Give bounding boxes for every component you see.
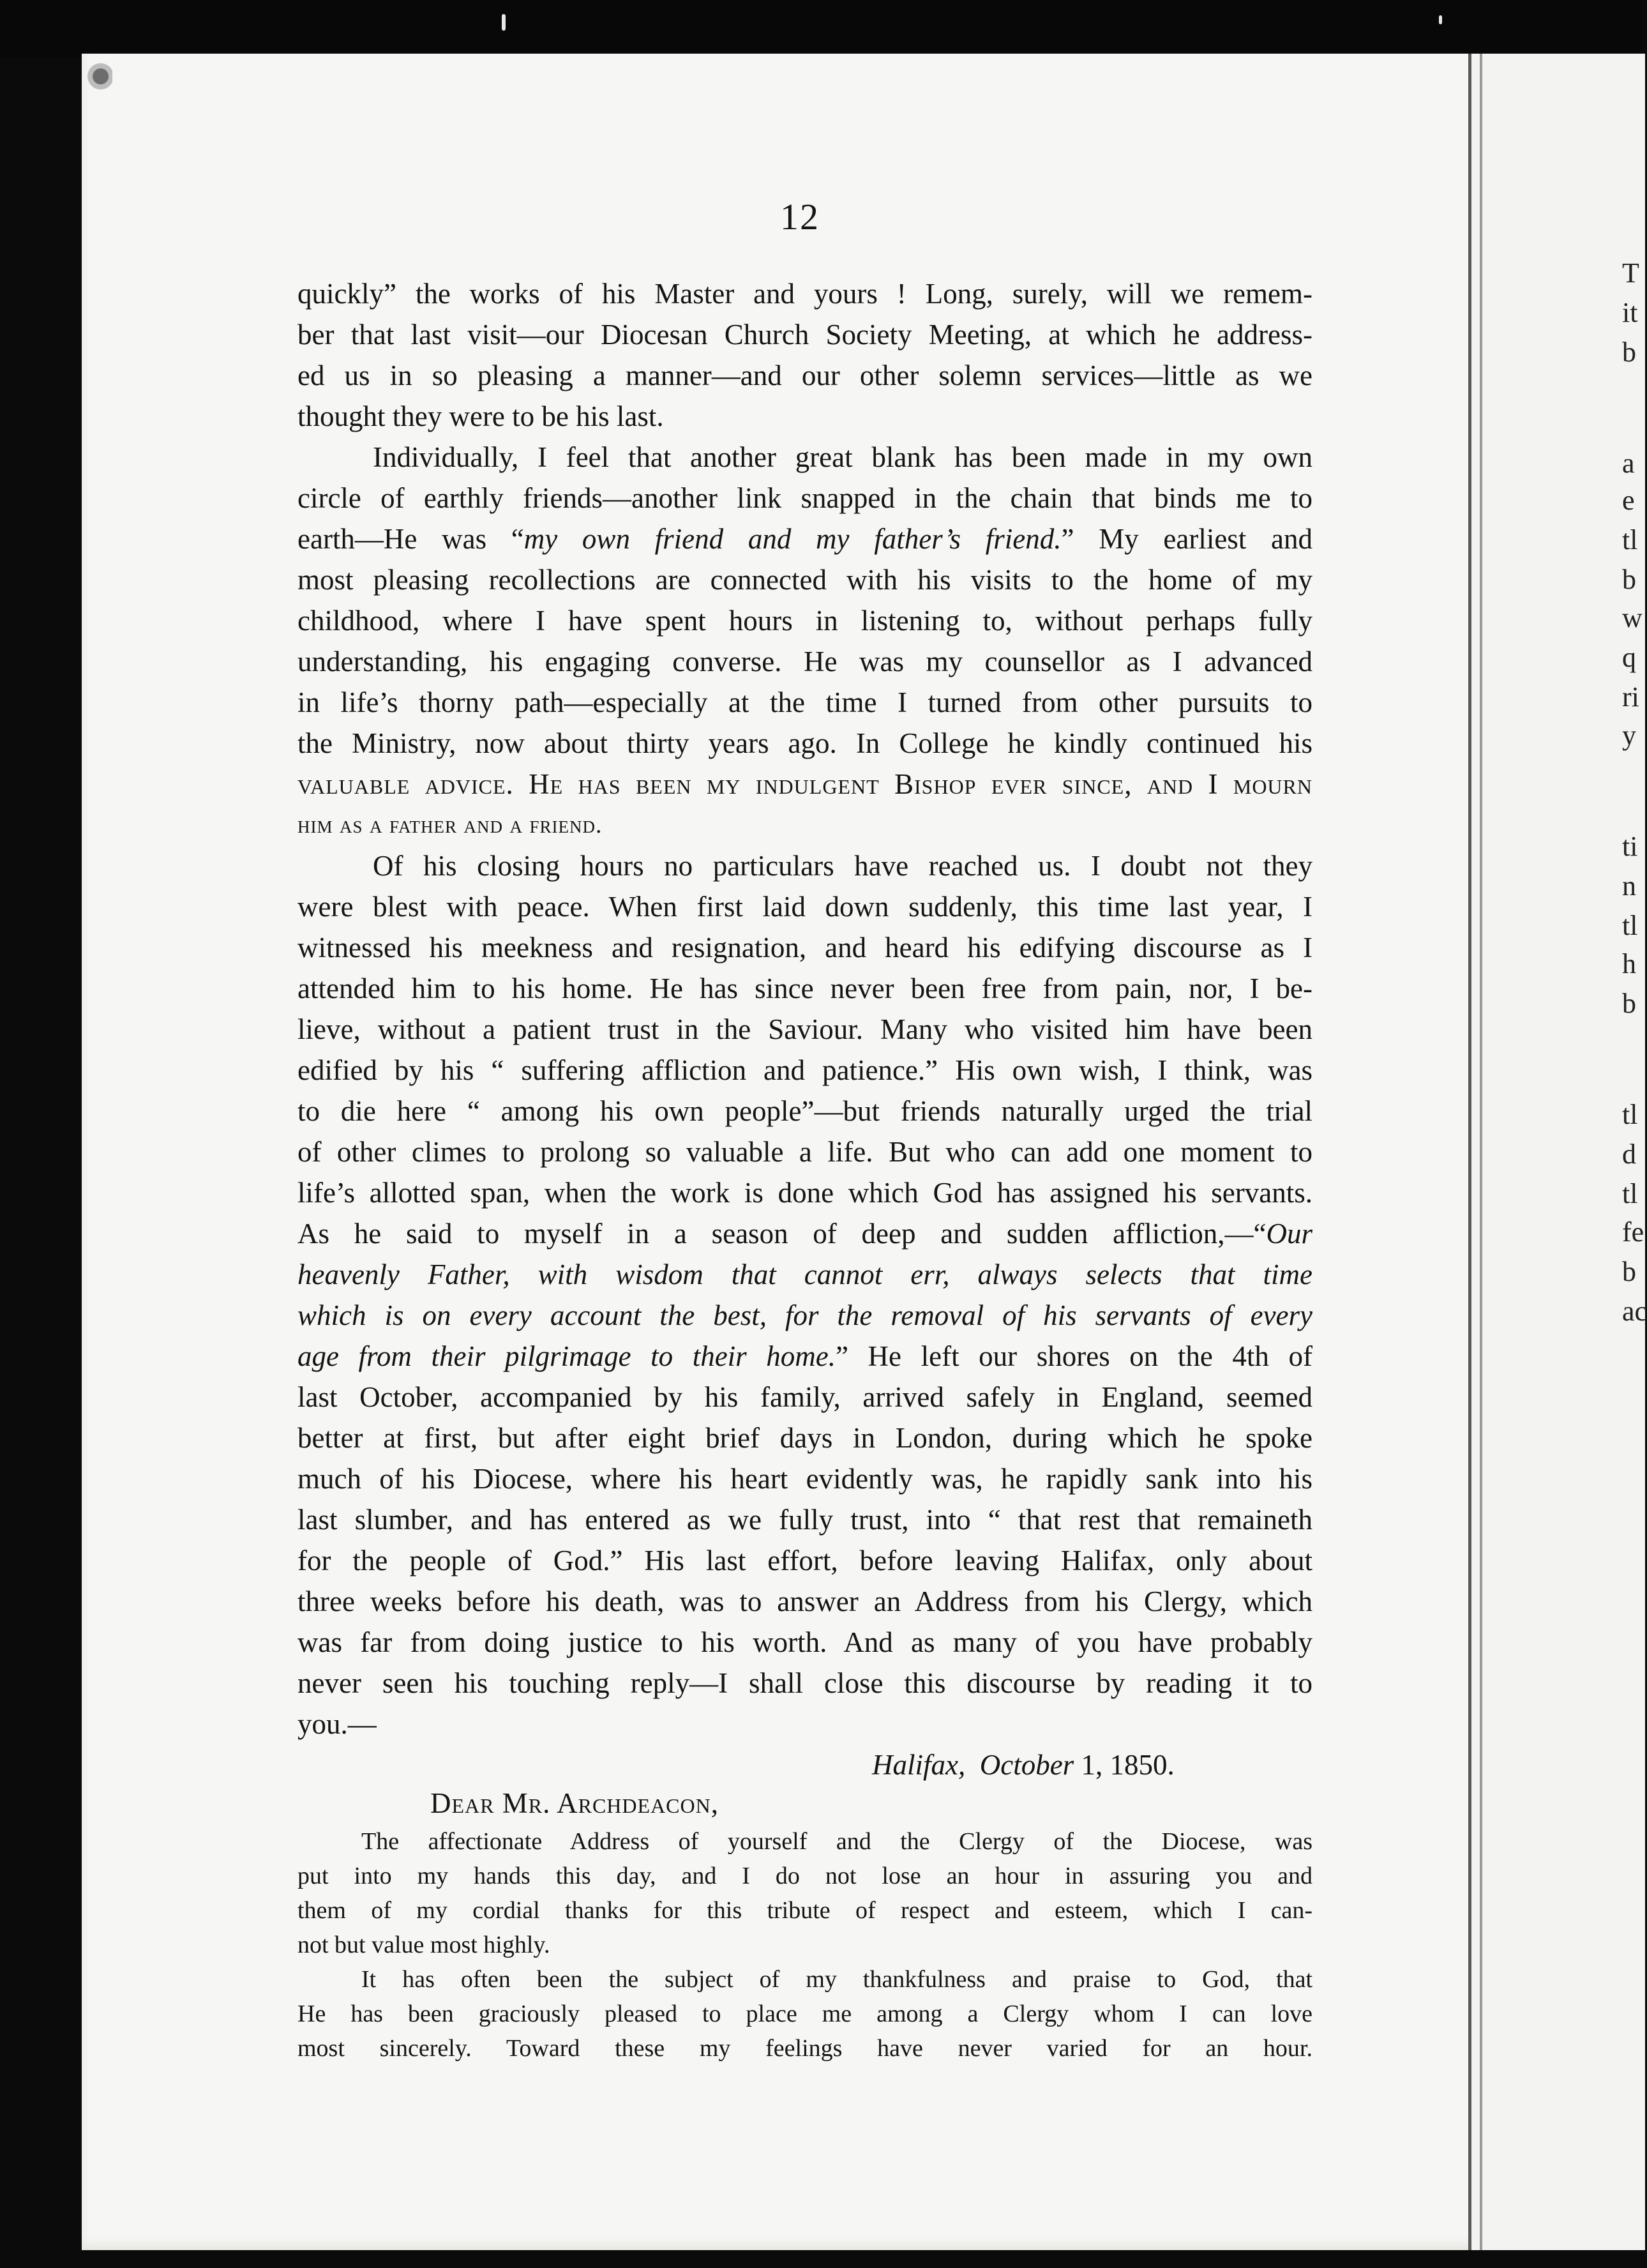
text-line: edified by his “ suffering affliction and patience.” His own wish, I think, was bbox=[297, 1054, 1312, 1086]
text-span: ” My earliest and bbox=[1061, 523, 1312, 555]
text-line: quickly” the works of his Master and yours ! Long, surely, will we remem- bbox=[297, 278, 1312, 310]
text-line: ed us in so pleasing a manner—and our other solemn services—little as we bbox=[297, 359, 1312, 391]
next-page-fragment: tl bbox=[1622, 524, 1638, 556]
next-page-fragment: a bbox=[1622, 448, 1635, 479]
next-page-fragment: T bbox=[1622, 257, 1639, 289]
text-line: put into my hands this day, and I do not lose an hour in assuring you and bbox=[297, 1863, 1312, 1889]
next-page-fragment: d bbox=[1622, 1138, 1636, 1170]
italic-quote: my own friend and my father’s friend. bbox=[523, 523, 1062, 555]
next-page-fragment: h bbox=[1622, 948, 1636, 979]
text-line: understanding, his engaging converse. He was my counsellor as I advanced bbox=[297, 646, 1312, 677]
letter-month: October bbox=[979, 1749, 1074, 1781]
next-page-fragment: ac bbox=[1622, 1296, 1647, 1327]
text-line: The affectionate Address of yourself and the Clergy of the Diocese, was bbox=[361, 1828, 1312, 1855]
text-line: ber that last visit—our Diocesan Church Society Meeting, at which he address- bbox=[297, 319, 1312, 351]
next-page-fragment: e bbox=[1622, 485, 1635, 516]
text-span: earth—He was “ bbox=[297, 523, 524, 555]
text-line: thought they were to be his last. bbox=[297, 400, 664, 432]
text-line: witnessed his meekness and resignation, and heard his edifying discourse as I bbox=[297, 932, 1312, 964]
text-line: to die here “ among his own people”—but friends naturally urged the trial bbox=[297, 1095, 1312, 1127]
text-line: three weeks before his death, was to answer an Address from his Clergy, which bbox=[297, 1585, 1312, 1617]
text-line: attended him to his home. He has since never been free from pain, nor, I be- bbox=[297, 972, 1312, 1004]
text-line: Of his closing hours no particulars have reached us. I doubt not they bbox=[373, 850, 1312, 882]
text-line bbox=[297, 1255, 1312, 1294]
next-page-fragment: n bbox=[1622, 870, 1636, 902]
film-frame-border bbox=[0, 0, 1642, 57]
italic-quote: which is on every account the best, for the removal of his servants of every bbox=[297, 1299, 1312, 1331]
film-mark bbox=[502, 14, 506, 31]
text-line: It has often been the subject of my thankfulness and praise to God, that bbox=[361, 1966, 1312, 1993]
text-line: the Ministry, now about thirty years ago. In College he kindly continued his bbox=[297, 727, 1312, 759]
italic-quote: Our bbox=[1266, 1218, 1312, 1250]
page-number: 12 bbox=[780, 196, 820, 238]
text-span: ” He left our shores on the 4th of bbox=[836, 1340, 1312, 1372]
text-line: life’s allotted span, when the work is done which God has assigned his servants. bbox=[297, 1177, 1312, 1209]
text-line bbox=[297, 1296, 1312, 1334]
text-line: was far from doing justice to his worth. And as many of you have probably bbox=[297, 1626, 1312, 1658]
text-line: Individually, I feel that another great blank has been made in my own bbox=[373, 441, 1312, 473]
text-line: not but value most highly. bbox=[297, 1932, 550, 1958]
next-page-fragment: y bbox=[1622, 720, 1636, 751]
text-line: most sincerely. Toward these my feelings have never varied for an hour. bbox=[297, 2035, 1312, 2062]
italic-quote: heavenly Father, with wisdom that cannot err, always selects that time bbox=[297, 1259, 1312, 1290]
next-page-fragment: fe bbox=[1622, 1216, 1644, 1248]
text-line: last October, accompanied by his family, arrived safely in England, seemed bbox=[297, 1381, 1312, 1413]
text-line: were blest with peace. When first laid down suddenly, this time last year, I bbox=[297, 891, 1312, 923]
italic-quote: age from their pilgrimage to their home. bbox=[297, 1340, 836, 1372]
next-page-fragment: q bbox=[1622, 642, 1636, 673]
text-line: valuable advice. He has been my indulgent Bishop ever since, and I mourn bbox=[297, 768, 1312, 800]
letter-salutation: Dear Mr. Archdeacon, bbox=[430, 1787, 719, 1819]
text-line: last slumber, and has entered as we fully trust, into “ that rest that remaineth bbox=[297, 1504, 1312, 1536]
text-line: him as a father and a friend. bbox=[297, 812, 603, 838]
text-line: He has been graciously pleased to place me among a Clergy whom I can love bbox=[297, 2000, 1312, 2027]
next-page-fragment: w bbox=[1622, 602, 1643, 633]
letter-dateline bbox=[872, 1746, 1175, 1784]
text-line: never seen his touching reply—I shall close this discourse by reading it to bbox=[297, 1667, 1312, 1699]
next-page-fragment: b bbox=[1622, 1256, 1636, 1287]
page-fold-line bbox=[1480, 54, 1482, 2250]
page-corner-mark bbox=[83, 55, 112, 91]
letter-date: 1, 1850. bbox=[1081, 1749, 1175, 1781]
text-line: most pleasing recollections are connected with his visits to the home of my bbox=[297, 564, 1312, 596]
next-page-fragment: it bbox=[1622, 297, 1638, 328]
text-line: in life’s thorny path—especially at the time I turned from other pursuits to bbox=[297, 686, 1312, 718]
text-line: much of his Diocese, where his heart evidently was, he rapidly sank into his bbox=[297, 1463, 1312, 1495]
next-page-fragment: b bbox=[1622, 564, 1636, 595]
next-page-fragment: ti bbox=[1622, 831, 1638, 862]
text-line-mixed bbox=[297, 520, 1312, 558]
text-line: better at first, but after eight brief days in London, during which he spoke bbox=[297, 1422, 1312, 1454]
text-line-mixed bbox=[297, 1214, 1312, 1253]
next-page-fragment: tl bbox=[1622, 1099, 1638, 1130]
film-mark bbox=[1439, 15, 1442, 24]
text-line: circle of earthly friends—another link snapped in the chain that binds me to bbox=[297, 482, 1312, 514]
text-span: As he said to myself in a season of deep and sudden affliction,—“ bbox=[297, 1218, 1267, 1250]
text-line: childhood, where I have spent hours in listening to, without perhaps fully bbox=[297, 605, 1312, 637]
next-page-fragment: tl bbox=[1622, 1178, 1638, 1209]
text-line: you.— bbox=[297, 1708, 377, 1740]
text-line-mixed bbox=[297, 1337, 1312, 1375]
next-page-fragment: tl bbox=[1622, 910, 1638, 941]
next-page-fragment: b bbox=[1622, 988, 1636, 1019]
text-line: lieve, without a patient trust in the Saviour. Many who visited him have been bbox=[297, 1013, 1312, 1045]
next-page-fragment: ri bbox=[1622, 681, 1639, 713]
text-line: of other climes to prolong so valuable a life. But who can add one moment to bbox=[297, 1136, 1312, 1168]
text-line: them of my cordial thanks for this tribute of respect and esteem, which I can- bbox=[297, 1897, 1312, 1924]
adjacent-page-edge bbox=[1468, 54, 1645, 2250]
text-line: for the people of God.” His last effort, before leaving Halifax, only about bbox=[297, 1545, 1312, 1576]
letter-place: Halifax, bbox=[872, 1749, 966, 1781]
next-page-fragment: b bbox=[1622, 336, 1636, 368]
